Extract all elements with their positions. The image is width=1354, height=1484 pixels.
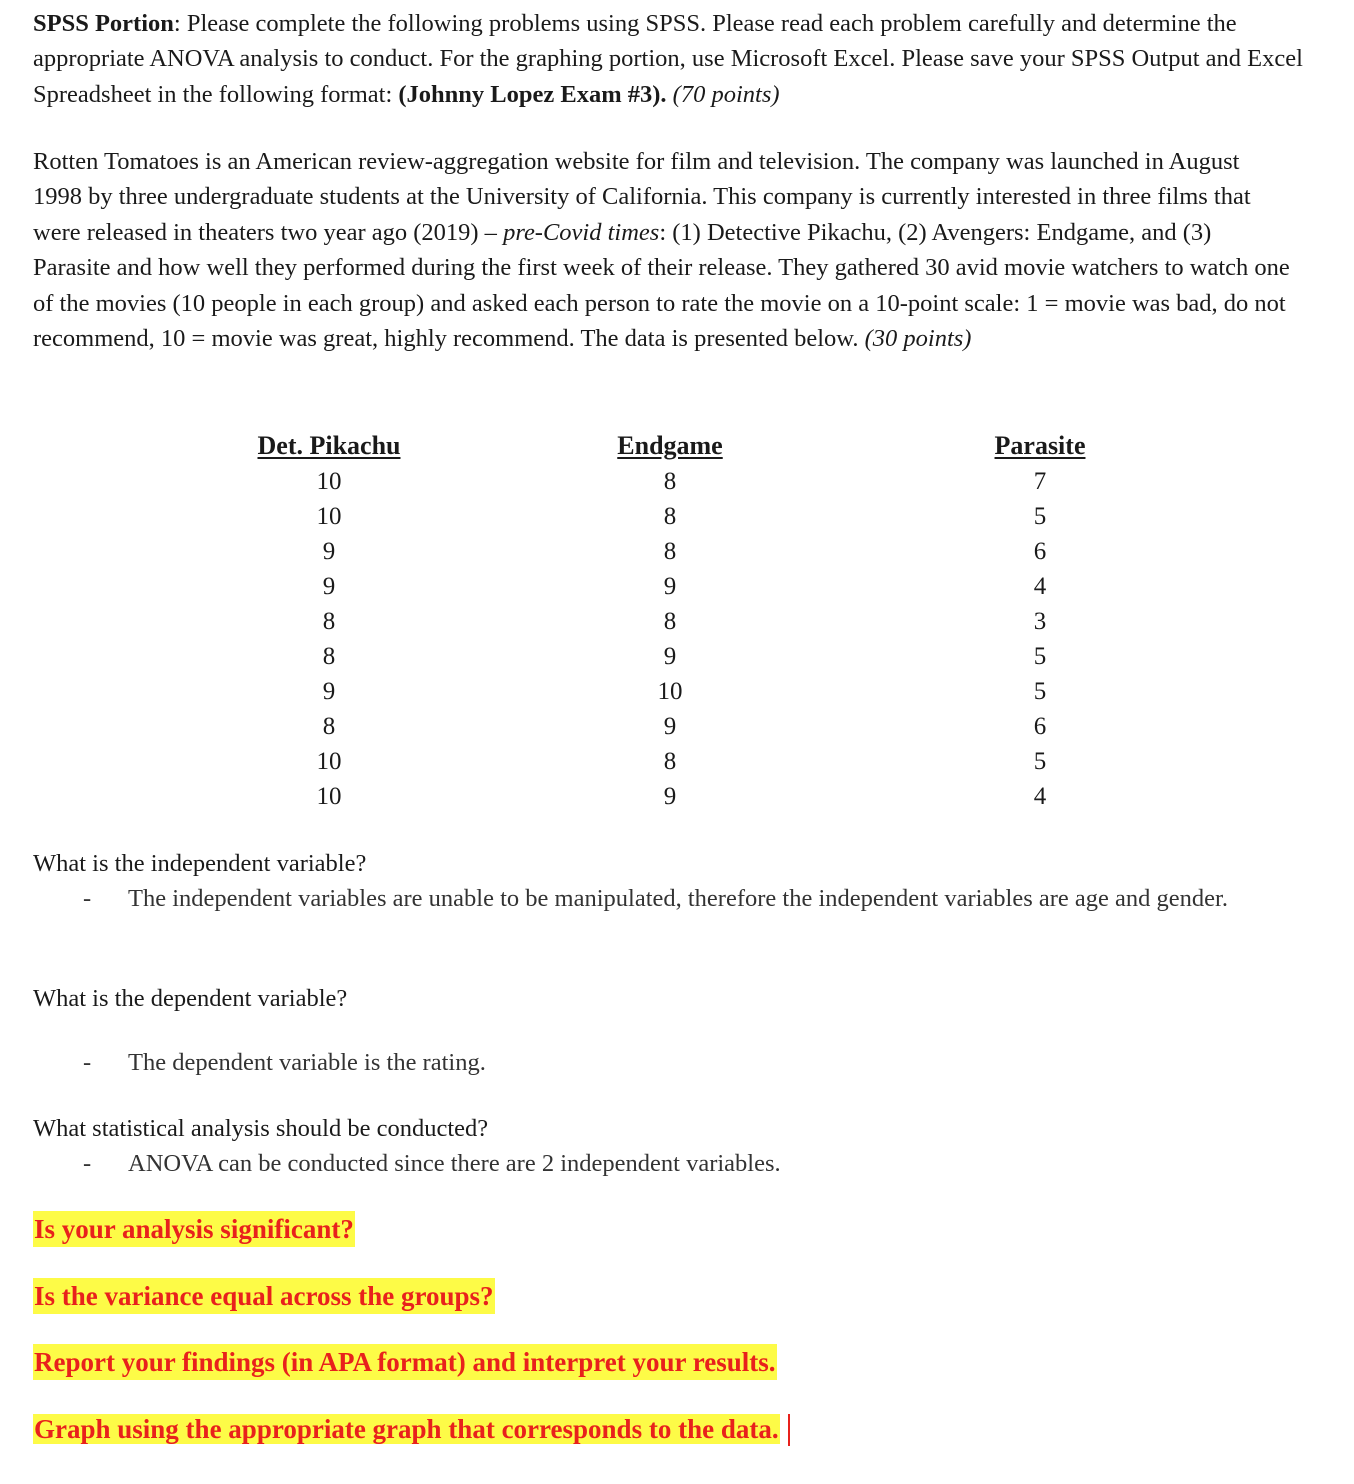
problem-points: (30 points) <box>864 325 972 353</box>
column-header: Det. Pikachu <box>257 431 401 460</box>
bullet-dash: - <box>83 1150 92 1177</box>
table-cell: 3 <box>1033 608 1047 635</box>
answer-statistical-analysis <box>83 1147 1283 1181</box>
table-cell: 8 <box>663 748 677 775</box>
file-format-text: (Johnny Lopez Exam #3). <box>398 80 667 108</box>
table-cell: 9 <box>663 643 677 670</box>
instructions-text: : Please complete the following problems using SPSS. Please read each problem carefully and determine the appropriate ANOVA analysis to conduct. For the graphing portion, use Microsoft Excel. Please save your SPSS Output and Excel Spreadsheet in the following format: <box>33 10 1303 108</box>
problem-paragraph <box>33 144 1293 356</box>
points-label: (70 points) <box>672 80 780 108</box>
bullet-dash: - <box>83 1049 92 1076</box>
column-parasite <box>940 428 1140 814</box>
highlighted-question-variance: Is the variance equal across the groups? <box>33 1278 495 1314</box>
table-cell: 6 <box>1033 713 1047 740</box>
table-cell: 9 <box>322 573 336 600</box>
problem-italic: pre-Covid times <box>503 218 660 246</box>
column-det-pikachu <box>229 428 429 814</box>
table-cell: 5 <box>1033 748 1047 775</box>
table-cell: 7 <box>1033 468 1047 495</box>
table-cell: 10 <box>316 503 342 530</box>
table-cell: 10 <box>316 748 342 775</box>
bullet-dash: - <box>83 885 92 912</box>
graph-question-line <box>33 1411 790 1448</box>
answer-text: ANOVA can be conducted since there are 2 independent variables. <box>128 1150 781 1177</box>
answer-dependent-variable <box>83 1046 1283 1080</box>
table-cell: 4 <box>1033 573 1047 600</box>
table-cell: 9 <box>322 678 336 705</box>
problem-text-1: Rotten Tomatoes is an American review-aggregation website for film and television. The company was launched in August 1998 by three undergraduate students at the University of California. This company is currently interested in three films that were released in theaters two year ago (2019) – <box>33 148 1251 246</box>
table-cell: 5 <box>1033 643 1047 670</box>
table-cell: 6 <box>1033 538 1047 565</box>
table-cell: 9 <box>663 573 677 600</box>
question-dependent-variable: What is the dependent variable? <box>33 985 348 1012</box>
table-cell: 5 <box>1033 678 1047 705</box>
question-statistical-analysis: What statistical analysis should be conducted? <box>33 1115 489 1142</box>
table-cell: 8 <box>663 468 677 495</box>
problem-text-2: : (1) Detective Pikachu, (2) Avengers: Endgame, and (3) Parasite and how well they performed during the first week of their release. They gathered 30 avid movie watchers to watch one of the movies (10 people in each group) and asked each person to rate the movie on a 10-point scale: 1 = movie was bad, do not recommend, 10 = movie was great, highly recommend. The data is presented below. <box>33 218 1290 353</box>
table-cell: 8 <box>663 503 677 530</box>
answer-text: The independent variables are unable to be manipulated, therefore the independent variables are age and gender. <box>128 885 1228 912</box>
highlighted-question-significance: Is your analysis significant? <box>33 1211 355 1247</box>
highlighted-question-graph: Graph using the appropriate graph that corresponds to the data. <box>34 1414 779 1444</box>
answer-independent-variable <box>83 882 1283 916</box>
text-cursor <box>788 1414 790 1446</box>
table-cell: 9 <box>663 783 677 810</box>
table-cell: 10 <box>316 468 342 495</box>
table-cell: 10 <box>316 783 342 810</box>
column-endgame <box>570 428 770 814</box>
answer-text: The dependent variable is the rating. <box>128 1049 486 1076</box>
table-cell: 9 <box>322 538 336 565</box>
question-independent-variable: What is the independent variable? <box>33 850 367 877</box>
table-cell: 8 <box>322 713 336 740</box>
column-header: Endgame <box>617 431 723 460</box>
spss-portion-label: SPSS Portion <box>33 10 174 37</box>
table-cell: 4 <box>1033 783 1047 810</box>
table-cell: 8 <box>663 538 677 565</box>
table-cell: 9 <box>663 713 677 740</box>
table-cell: 10 <box>657 678 683 705</box>
highlighted-question-report: Report your findings (in APA format) and interpret your results. <box>33 1344 777 1380</box>
table-cell: 8 <box>663 608 677 635</box>
table-cell: 5 <box>1033 503 1047 530</box>
column-header: Parasite <box>994 431 1086 460</box>
instructions-paragraph <box>33 6 1333 112</box>
table-cell: 8 <box>322 643 336 670</box>
table-cell: 8 <box>322 608 336 635</box>
